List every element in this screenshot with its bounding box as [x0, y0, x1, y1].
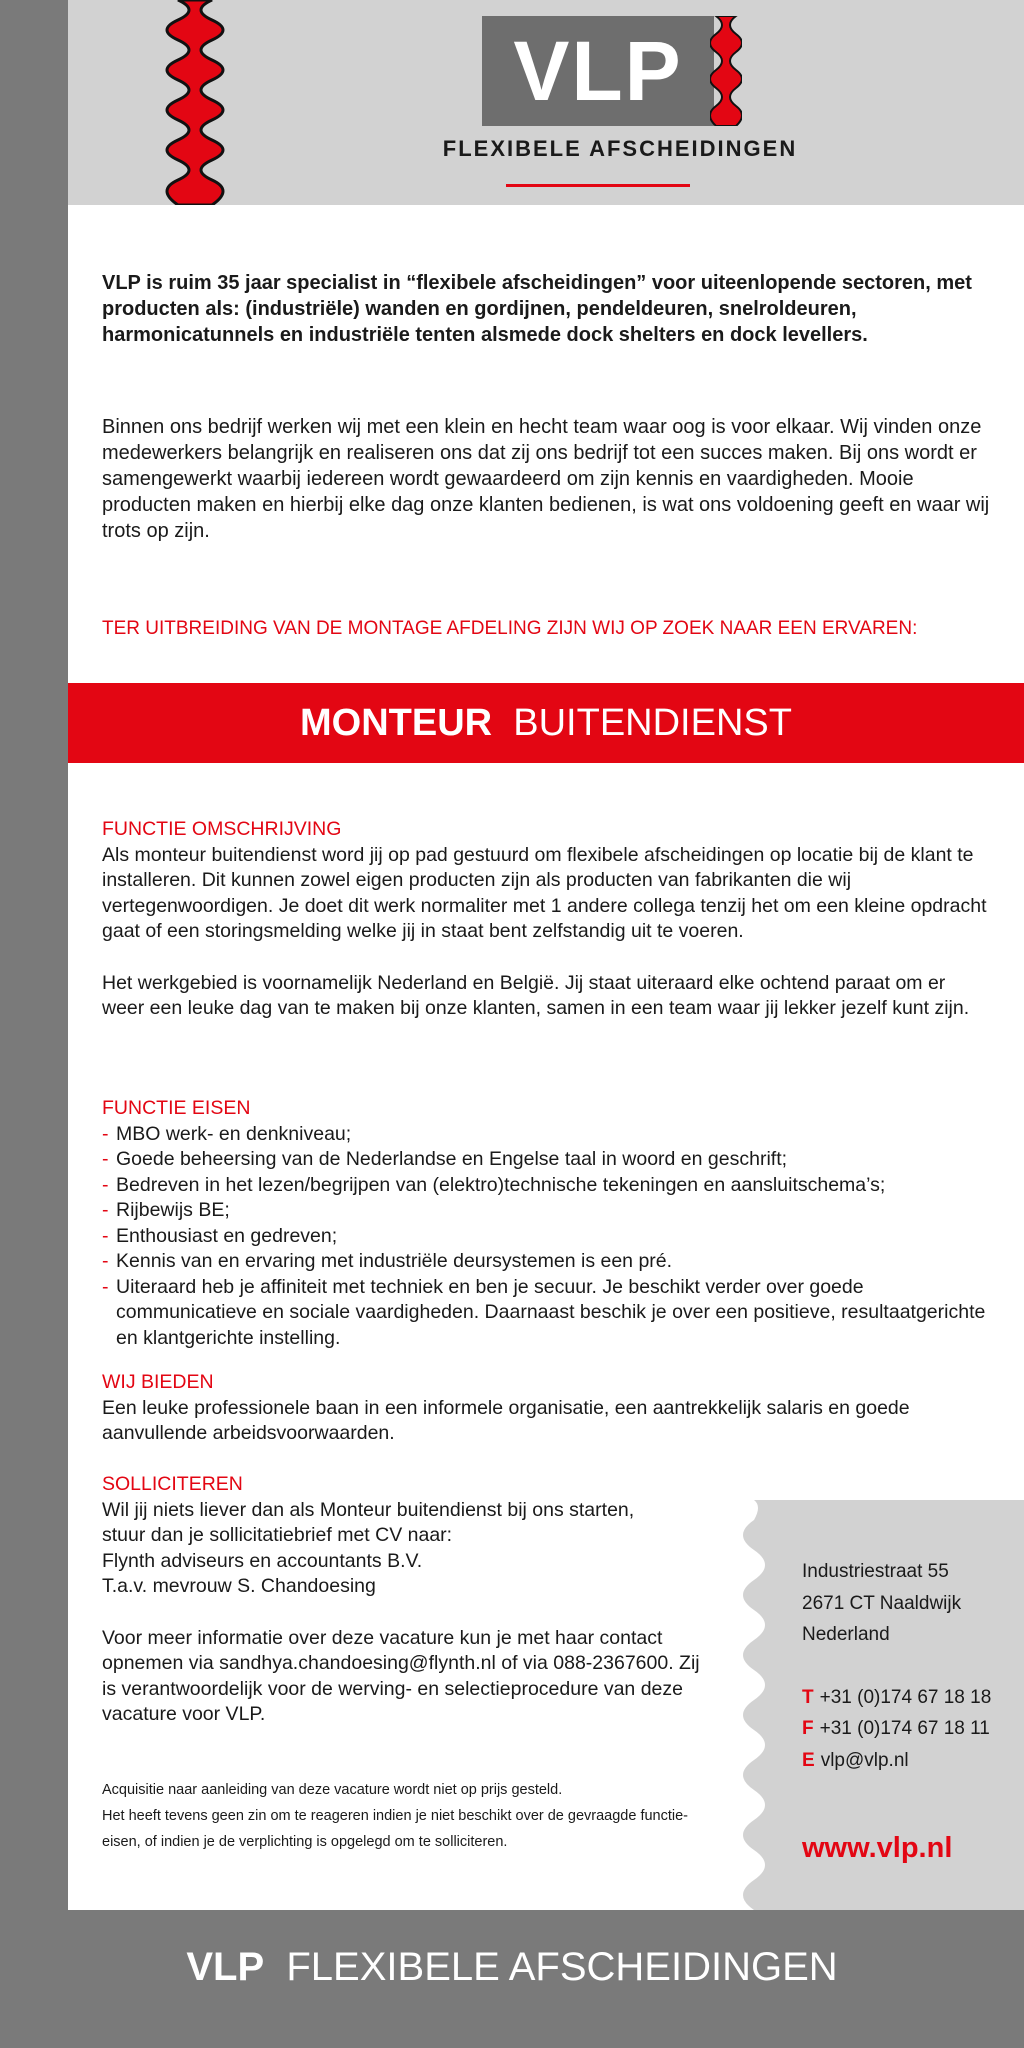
logo-wave-icon: [710, 16, 742, 126]
solliciteren-line-4: T.a.v. mevrouw S. Chandoesing: [102, 1575, 376, 1597]
left-gray-strip: [0, 0, 68, 2048]
fax-number: +31 (0)174 67 18 11: [819, 1718, 990, 1739]
solliciteren-line-1: Wil jij niets liever dan als Monteur buitendienst bij ons starten,: [102, 1498, 635, 1521]
solliciteren-heading: SOLLICITEREN: [102, 1473, 243, 1495]
logo-text: VLP: [513, 24, 683, 118]
team-text: Binnen ons bedrijf werken wij met een klein en hecht team waar oog is voor elkaar. Wij vinden onze medewerkers belangrijk en realiseren ons dat zij ons bedrijf tot een succes maken. Bij ons wordt er samengewerkt waarbij iedereen wordt gewaardeerd om zijn kennis en vaardigheden. Mooie producten maken en hierbij elke dag onze klanten bedienen, is wat ons voldoening geeft en waar wij trots op zijn.: [102, 416, 990, 542]
functie-paragraph-1: Als monteur buitendienst word jij op pad gestuurd om flexibele afscheidingen op locatie bij de klant te installeren. Dit kunnen zowel eigen producten zijn als producten van fabrikanten die wij vertegenwoordigen. Je doet dit werk normaliter met 1 andere collega tenzij het om een kleine opdracht gaat of een storingsmelding welke jij in staat bent zelfstandig uit te voeren.: [102, 843, 987, 942]
job-title-rest: BUITENDIENST: [513, 702, 792, 744]
disclaimer: [102, 1777, 722, 1855]
intro-text: VLP is ruim 35 jaar specialist in “flexibele afscheidingen” voor uiteenlopende sectoren, met producten als: (industriële) wanden en gordijnen, pendeldeuren, snelroldeuren, harmonicatunnels en industriële tenten alsmede dock shelters en dock levellers.: [102, 272, 972, 346]
contact-fax: [802, 1713, 1012, 1745]
functie-section: [102, 817, 992, 1022]
list-item: - Rijbewijs BE;: [102, 1198, 992, 1224]
bieden-heading: WIJ BIEDEN: [102, 1371, 214, 1393]
contact-country: Nederland: [802, 1624, 890, 1645]
list-item: - Bedreven in het lezen/begrijpen van (elektro)technische tekeningen en aansluitschema’s;: [102, 1173, 992, 1199]
tagline-underline: [506, 184, 690, 187]
wave-decoration: [150, 0, 240, 205]
phone-label: T: [802, 1686, 814, 1708]
footer-title: [0, 1945, 1024, 1990]
email-label: E: [802, 1749, 815, 1771]
recruit-heading: TER UITBREIDING VAN DE MONTAGE AFDELING ZIJN WIJ OP ZOEK NAAR EEN ERVAREN:: [102, 618, 918, 639]
contact-block: [802, 1556, 1012, 1776]
list-item: - MBO werk- en denkniveau;: [102, 1122, 992, 1148]
contact-phone: [802, 1682, 1012, 1714]
footer-bold: VLP: [186, 1945, 265, 1989]
eisen-section: [102, 1096, 992, 1351]
contact-city: 2671 CT Naaldwijk: [802, 1592, 962, 1614]
job-title-bold: MONTEUR: [300, 702, 493, 744]
contact-street: Industriestraat 55: [802, 1561, 949, 1582]
contact-email: [802, 1745, 1012, 1777]
website-link[interactable]: www.vlp.nl: [802, 1832, 953, 1864]
email-link[interactable]: vlp@vlp.nl: [820, 1749, 909, 1771]
eisen-heading: FUNCTIE EISEN: [102, 1097, 251, 1119]
eisen-list: [102, 1122, 992, 1352]
phone-number[interactable]: +31 (0)174 67 18 18: [819, 1686, 992, 1708]
fax-label: F: [802, 1718, 814, 1739]
bieden-text: Een leuke professionele baan in een informele organisatie, een aantrekkelijk salaris en goede aanvullende arbeidsvoorwaarden.: [102, 1396, 910, 1444]
job-title-banner: [68, 683, 1024, 763]
list-item: - Kennis van en ervaring met industriële deursystemen is een pré.: [102, 1249, 992, 1275]
list-item: - Enthousiast en gedreven;: [102, 1224, 992, 1250]
vlp-logo: [482, 16, 744, 126]
solliciteren-section: [102, 1472, 702, 1728]
list-item: - Goede beheersing van de Nederlandse en Engelse taal in woord en geschrift;: [102, 1147, 992, 1173]
list-item: - Uiteraard heb je affiniteit met techniek en ben je secuur. Je beschikt verder over goede communicatieve en sociale vaardigheden. Daarnaast beschik je over een positieve, resultaatgerichte en klantgerichte instelling.: [102, 1275, 992, 1352]
solliciteren-line-3: Flynth adviseurs en accountants B.V.: [102, 1549, 423, 1572]
footer-rest: FLEXIBELE AFSCHEIDINGEN: [286, 1945, 838, 1989]
logo-tagline: FLEXIBELE AFSCHEIDINGEN: [442, 136, 798, 161]
functie-heading: FUNCTIE OMSCHRIJVING: [102, 818, 342, 840]
disclaimer-line-2: Het heeft tevens geen zin om te reageren indien je niet beschikt over de gevraagde functie-eisen, of indien je de verplichting is opgelegd om te solliciteren.: [102, 1808, 689, 1850]
functie-paragraph-2: Het werkgebied is voornamelijk Nederland en België. Jij staat uiteraard elke ochtend paraat om er weer een leuke dag van te maken bij onze klanten, samen in een team waar jij lekker jezelf kunt zijn.: [102, 971, 970, 1019]
solliciteren-paragraph-2: Voor meer informatie over deze vacature kun je met haar contact opnemen via sandhya.chandoesing@flynth.nl of via 088-2367600. Zij is verantwoordelijk voor de werving- en selectieprocedure van deze vacature voor VLP.: [102, 1626, 700, 1725]
disclaimer-line-1: Acquisitie naar aanleiding van deze vacature wordt niet op prijs gesteld.: [102, 1782, 563, 1798]
bieden-section: [102, 1370, 992, 1447]
solliciteren-line-2: stuur dan je sollicitatiebrief met CV naar:: [102, 1524, 453, 1546]
